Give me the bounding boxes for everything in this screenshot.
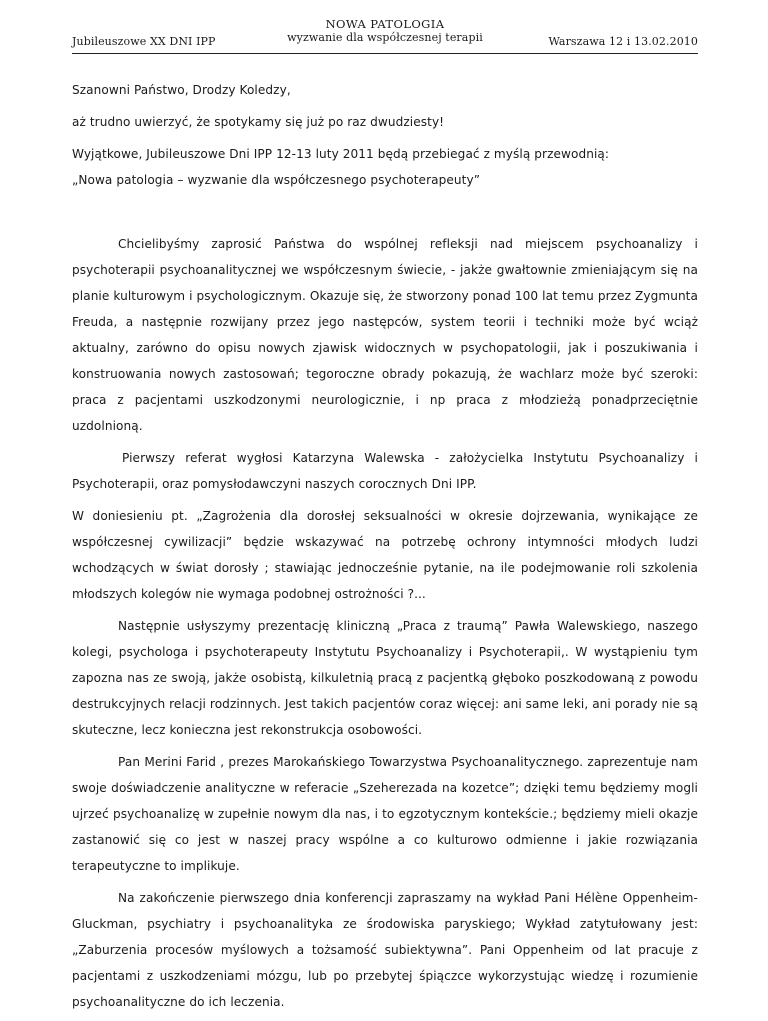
paragraph-third-talk: Pan Merini Farid , prezes Marokańskiego Towarzystwa Psychoanalitycznego. zaprezentuje nam swoje doświadczenie analityczne w referacie „Szeherezada na kozetce”; dzięki temu będziemy mogli ujrzeć psychoanalizę w zupełnie nowym dla nas, i to egzotycznym kontekście.; będziemy mieli okazje zastanowić się co jest w naszej pracy wspólne a co kulturowo odmienne i jakie rozwiązania terapeutyczne to implikuje.	[72, 755, 698, 873]
header-subtitle: wyzwanie dla współczesnej terapii	[287, 31, 483, 44]
header-title: NOWA PATOLOGIA	[325, 17, 445, 31]
paragraph-second-talk: Następnie usłyszymy prezentację kliniczną „Praca z traumą” Pawła Walewskiego, naszego kolegi, psychologa i psychoterapeuty Instytutu Psychoanalizy i Psychoterapii,. W wystąpieniu tym zapozna nas ze swoją, jakże osobistą, kilkuletnią pracą z pacjentką głęboko poszkodowaną z powodu destrukcyjnych relacji rodzinnych. Jest takich pacjentów coraz więcej: ani same leki, ani porady nie są skuteczne, lecz konieczna jest rekonstrukcja osobowości.	[72, 619, 698, 737]
paragraph-first-talk: W doniesieniu pt. „Zagrożenia dla dorosłej seksualności w okresie dojrzewania, wynikające ze współczesnej cywilizacji” będzie wskazywać na potrzebę ochrony intymności młodych ludzi wchodzących w świat dorosły ; stawiając jednocześnie pytanie, na ile podejmowanie roli szkolenia młodszych kolegów nie wymaga podobnej ostrożności ?...	[72, 509, 698, 601]
page-header	[72, 18, 698, 52]
header-event-name: Jubileuszowe XX DNI IPP	[72, 35, 216, 48]
greeting: Szanowni Państwo, Drodzy Koledzy,	[72, 83, 291, 97]
letter-body	[72, 77, 698, 1021]
header-divider	[72, 53, 698, 54]
paragraph-first-speaker: Pierwszy referat wygłosi Katarzyna Walewska - założycielka Instytutu Psychoanalizy i Psychoterapii, oraz pomysłodawczyni naszych corocznych Dni IPP.	[72, 451, 698, 491]
paragraph-intro: aż trudno uwierzyć, że spotykamy się już po raz dwudziesty!	[72, 115, 445, 129]
spacer	[72, 199, 698, 231]
paragraph-lecture: Na zakończenie pierwszego dnia konferencji zapraszamy na wykład Pani Hélène Oppenheim-Gluckman, psychiatry i psychoanalityka ze środowiska paryskiego; Wykład zatytułowany jest: „Zaburzenia procesów myślowych a tożsamość subiektywna”. Pani Oppenheim od lat pracuje z pacjentami z uszkodzeniami mózgu, lub po przebytej śpiączce wykorzystując wiedzę i rozumienie psychoanalityczne do ich leczenia.	[72, 891, 698, 1009]
paragraph-theme: Wyjątkowe, Jubileuszowe Dni IPP 12-13 luty 2011 będą przebiegać z myślą przewodnią:	[72, 147, 610, 161]
header-date-place: Warszawa 12 i 13.02.2010	[548, 35, 698, 48]
paragraph-reflection: Chcielibyśmy zaprosić Państwa do wspólnej refleksji nad miejscem psychoanalizy i psychoterapii psychoanalitycznej we współczesnym świecie, - jakże gwałtownie zmieniającym się na planie kulturowym i psychologicznym. Okazuje się, że stworzony ponad 100 lat temu przez Zygmunta Freuda, a następnie rozwijany przez jego następców, system teorii i techniki może być wciąż aktualny, zarówno do opisu nowych zjawisk widocznych w psychopatologii, jak i poszukiwania i konstruowania nowych zastosowań; tegoroczne obrady pokazują, że wachlarz może być szeroki: praca z pacjentami uszkodzonymi neurologicznie, i np praca z młodzieżą ponadprzeciętnie uzdolnioną.	[72, 237, 698, 433]
paragraph-theme-quote: „Nowa patologia – wyzwanie dla współczesnego psychoterapeuty”	[72, 173, 481, 187]
